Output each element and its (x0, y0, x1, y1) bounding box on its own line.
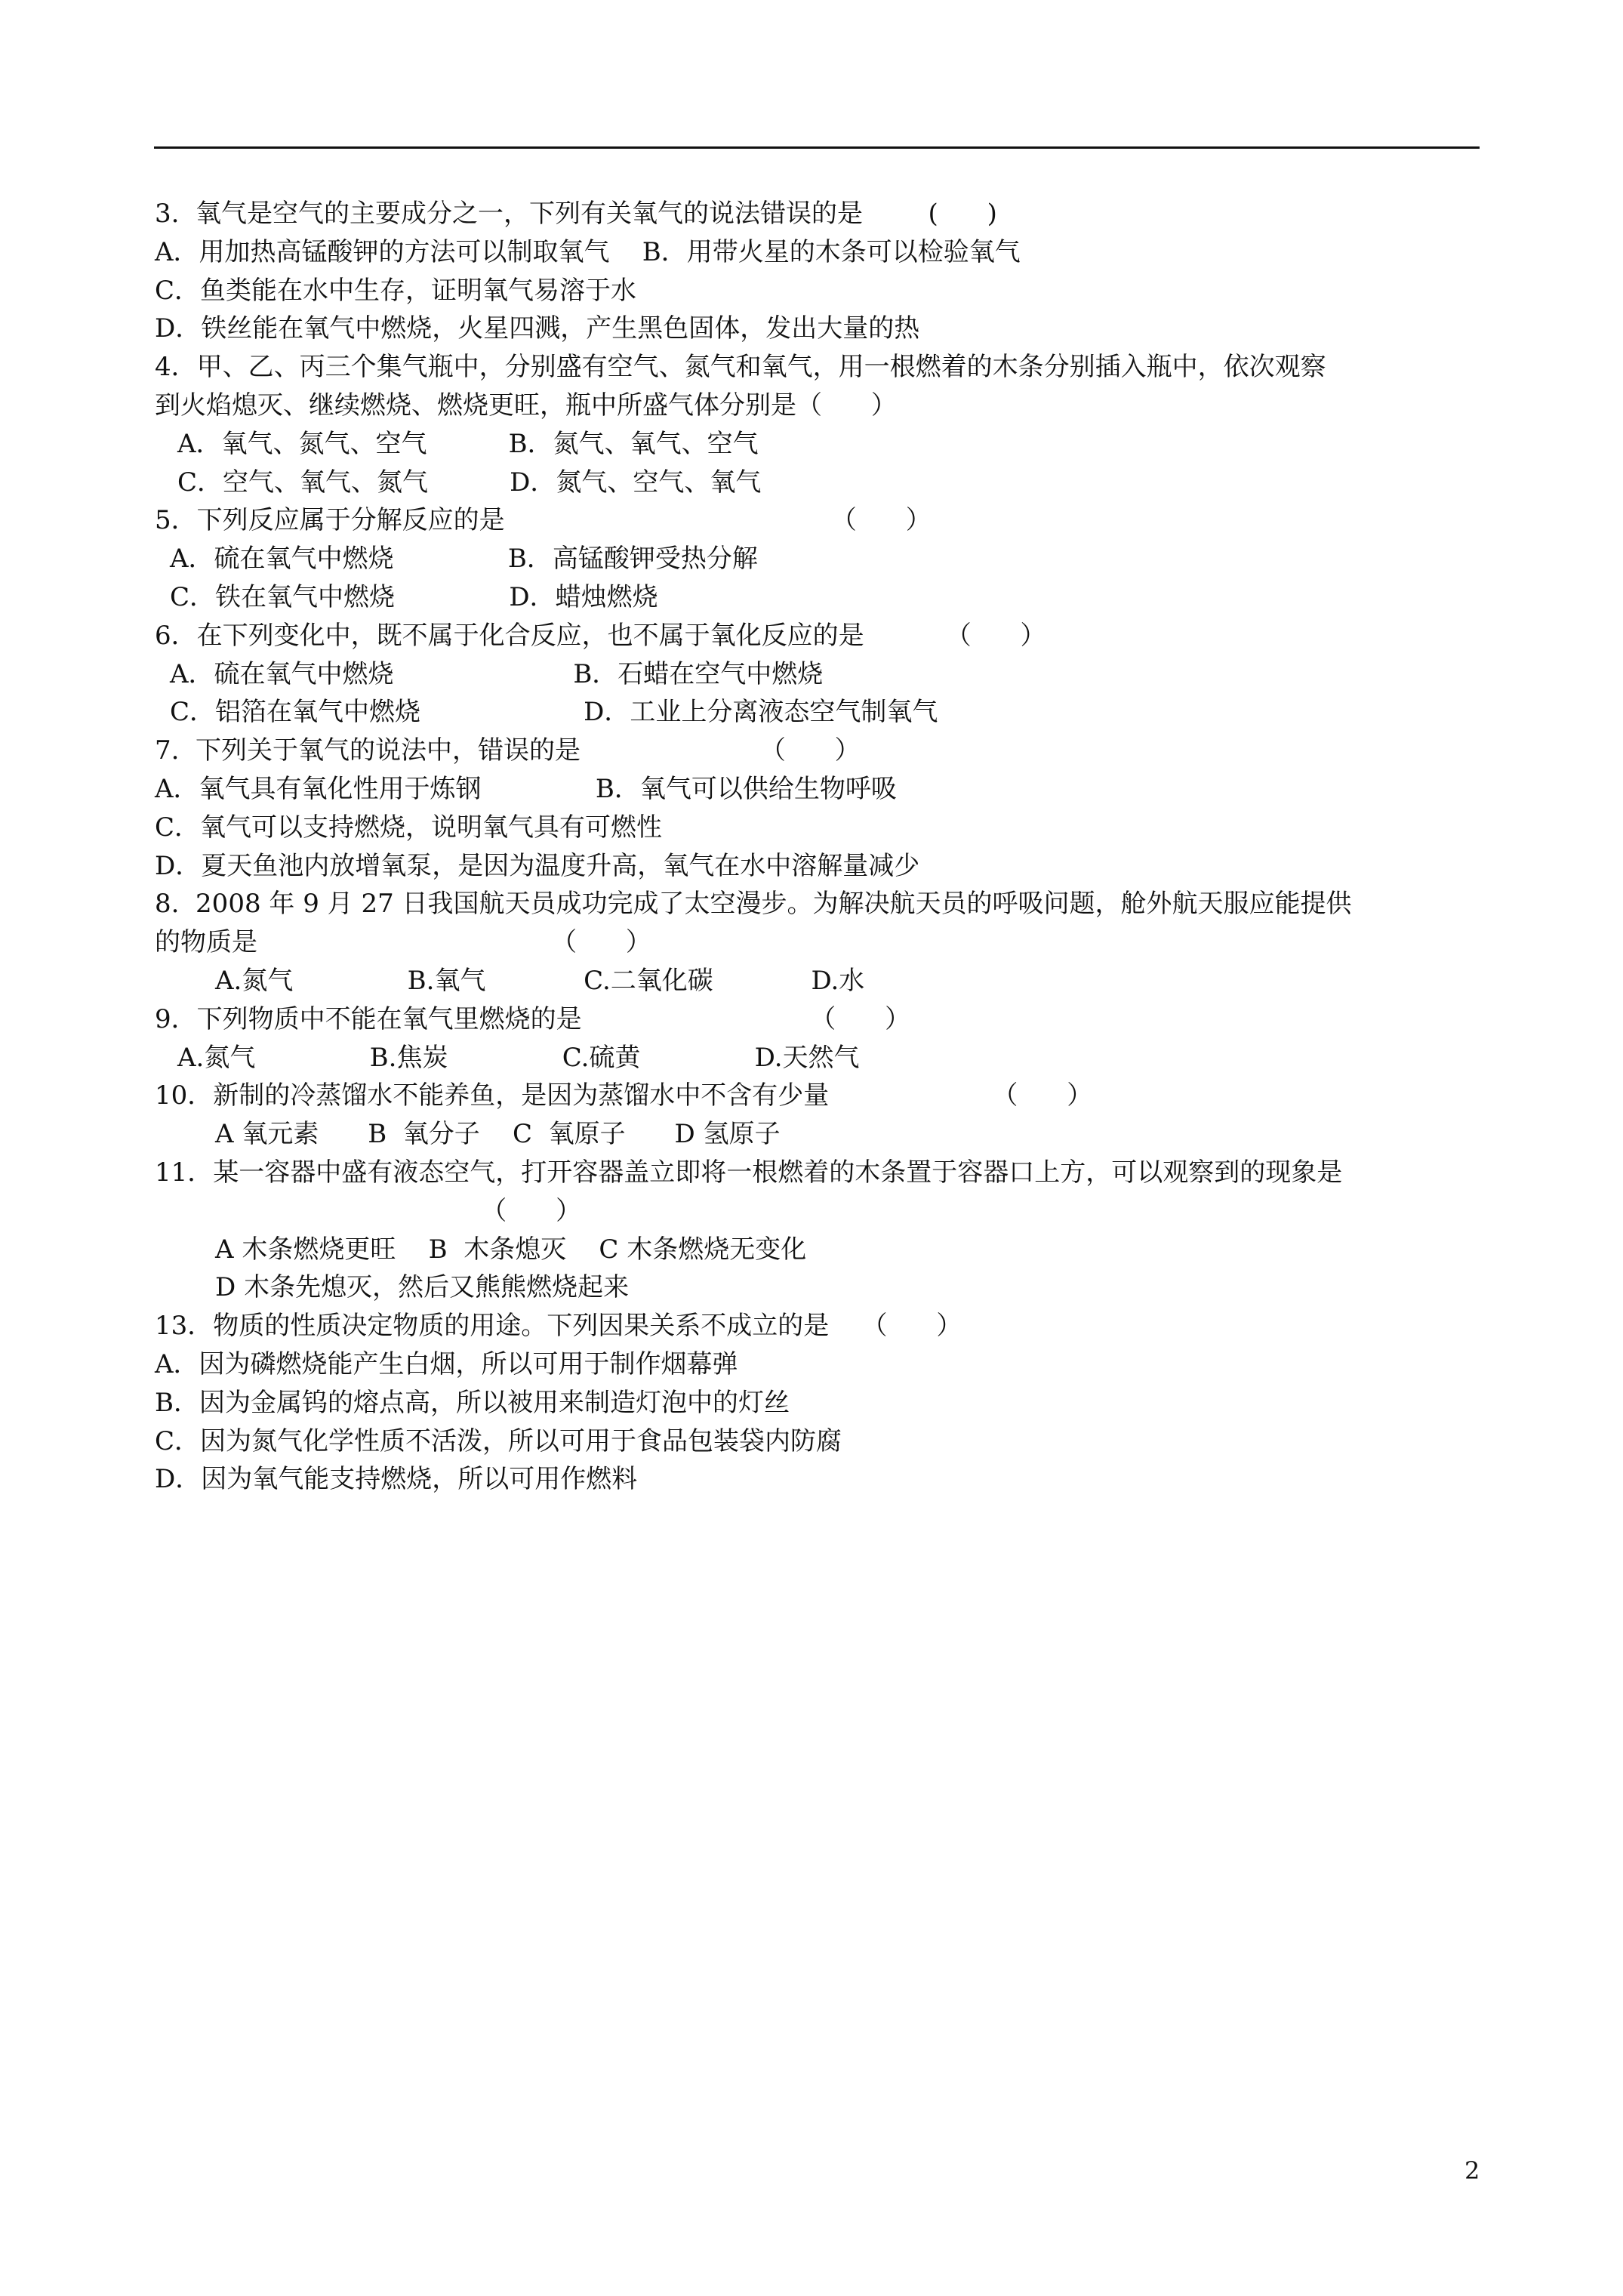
question-line: C．鱼类能在水中生存，证明氧气易溶于水 (155, 275, 637, 306)
question-line: A．硫在氧气中燃烧 B．高锰酸钾受热分解 (170, 544, 758, 575)
header-rule (154, 146, 1480, 149)
question-line: C．空气、氧气、氮气 D．氮气、空气、氧气 (177, 467, 762, 498)
question-line: 10．新制的冷蒸馏水不能养鱼，是因为蒸馏水中不含有少量 （ ） (155, 1080, 1093, 1111)
question-line: A．因为磷燃烧能产生白烟，所以可用于制作烟幕弹 (155, 1348, 738, 1379)
question-line: 8. 2008 年 9 月 27 日我国航天员成功完成了太空漫步。为解决航天员的呼吸问题，舱外航天服应能提供 (155, 889, 1352, 920)
question-line: 6．在下列变化中，既不属于化合反应，也不属于氧化反应的是 （ ） (155, 620, 1046, 651)
question-line: B．因为金属钨的熔点高，所以被用来制造灯泡中的灯丝 (155, 1387, 790, 1418)
question-line: D．因为氧气能支持燃烧，所以可用作燃料 (155, 1464, 638, 1495)
question-line: D．夏天鱼池内放增氧泵，是因为温度升高，氧气在水中溶解量减少 (155, 850, 920, 881)
question-line: A 木条燃烧更旺 B 木条熄灭 C 木条燃烧无变化 (215, 1234, 807, 1265)
question-line: A．硫在氧气中燃烧 B．石蜡在空气中燃烧 (170, 658, 824, 689)
question-line: （ ） (155, 1195, 582, 1226)
question-line: A．氧气具有氧化性用于炼钢 B．氧气可以供给生物呼吸 (155, 773, 897, 804)
question-line: C．铝箔在氧气中燃烧 D．工业上分离液态空气制氧气 (170, 697, 938, 728)
question-line: A.氮气 B.氧气 C.二氧化碳 D.水 (215, 965, 865, 996)
question-line: 3. 氧气是空气的主要成分之一，下列有关氧气的说法错误的是 ( ) (155, 199, 997, 229)
question-line: A．氧气、氮气、空气 B．氮气、氧气、空气 (177, 428, 759, 459)
question-line: D 木条先熄灭，然后又熊熊燃烧起来 (215, 1272, 630, 1303)
question-line: A 氧元素 B 氧分子 C 氧原子 D 氢原子 (215, 1119, 781, 1150)
question-line: 11．某一容器中盛有液态空气，打开容器盖立即将一根燃着的木条置于容器口上方，可以观察到的现象是 (155, 1157, 1343, 1188)
question-line: C．因为氮气化学性质不活泼，所以可用于食品包装袋内防腐 (155, 1425, 842, 1456)
question-line: 的物质是 （ ） (155, 927, 651, 958)
question-line: 到火焰熄灭、继续燃烧、燃烧更旺，瓶中所盛气体分别是（ ） (155, 390, 897, 421)
question-line: 13．物质的性质决定物质的用途。下列因果关系不成立的是 （ ） (155, 1311, 962, 1342)
question-line: D．铁丝能在氧气中燃烧，火星四溅，产生黑色固体，发出大量的热 (155, 313, 920, 344)
question-line: C．氧气可以支持燃烧，说明氧气具有可燃性 (155, 812, 663, 843)
question-line: C．铁在氧气中燃烧 D．蜡烛燃烧 (170, 581, 658, 612)
question-line: A.氮气 B.焦炭 C.硫黄 D.天然气 (177, 1042, 860, 1073)
question-line: 7. 下列关于氧气的说法中，错误的是 （ ） (155, 735, 861, 766)
question-list (155, 195, 1483, 1499)
question-line: A．用加热高锰酸钾的方法可以制取氧气 B．用带火星的木条可以检验氧气 (155, 236, 1021, 267)
page-number: 2 (1464, 2156, 1480, 2185)
question-line: 5．下列反应属于分解反应的是 （ ） (155, 505, 932, 536)
question-line: 9．下列物质中不能在氧气里燃烧的是 （ ） (155, 1003, 911, 1034)
question-line: 4．甲、乙、丙三个集气瓶中，分别盛有空气、氮气和氧气，用一根燃着的木条分别插入瓶中，依次观察 (155, 352, 1326, 383)
